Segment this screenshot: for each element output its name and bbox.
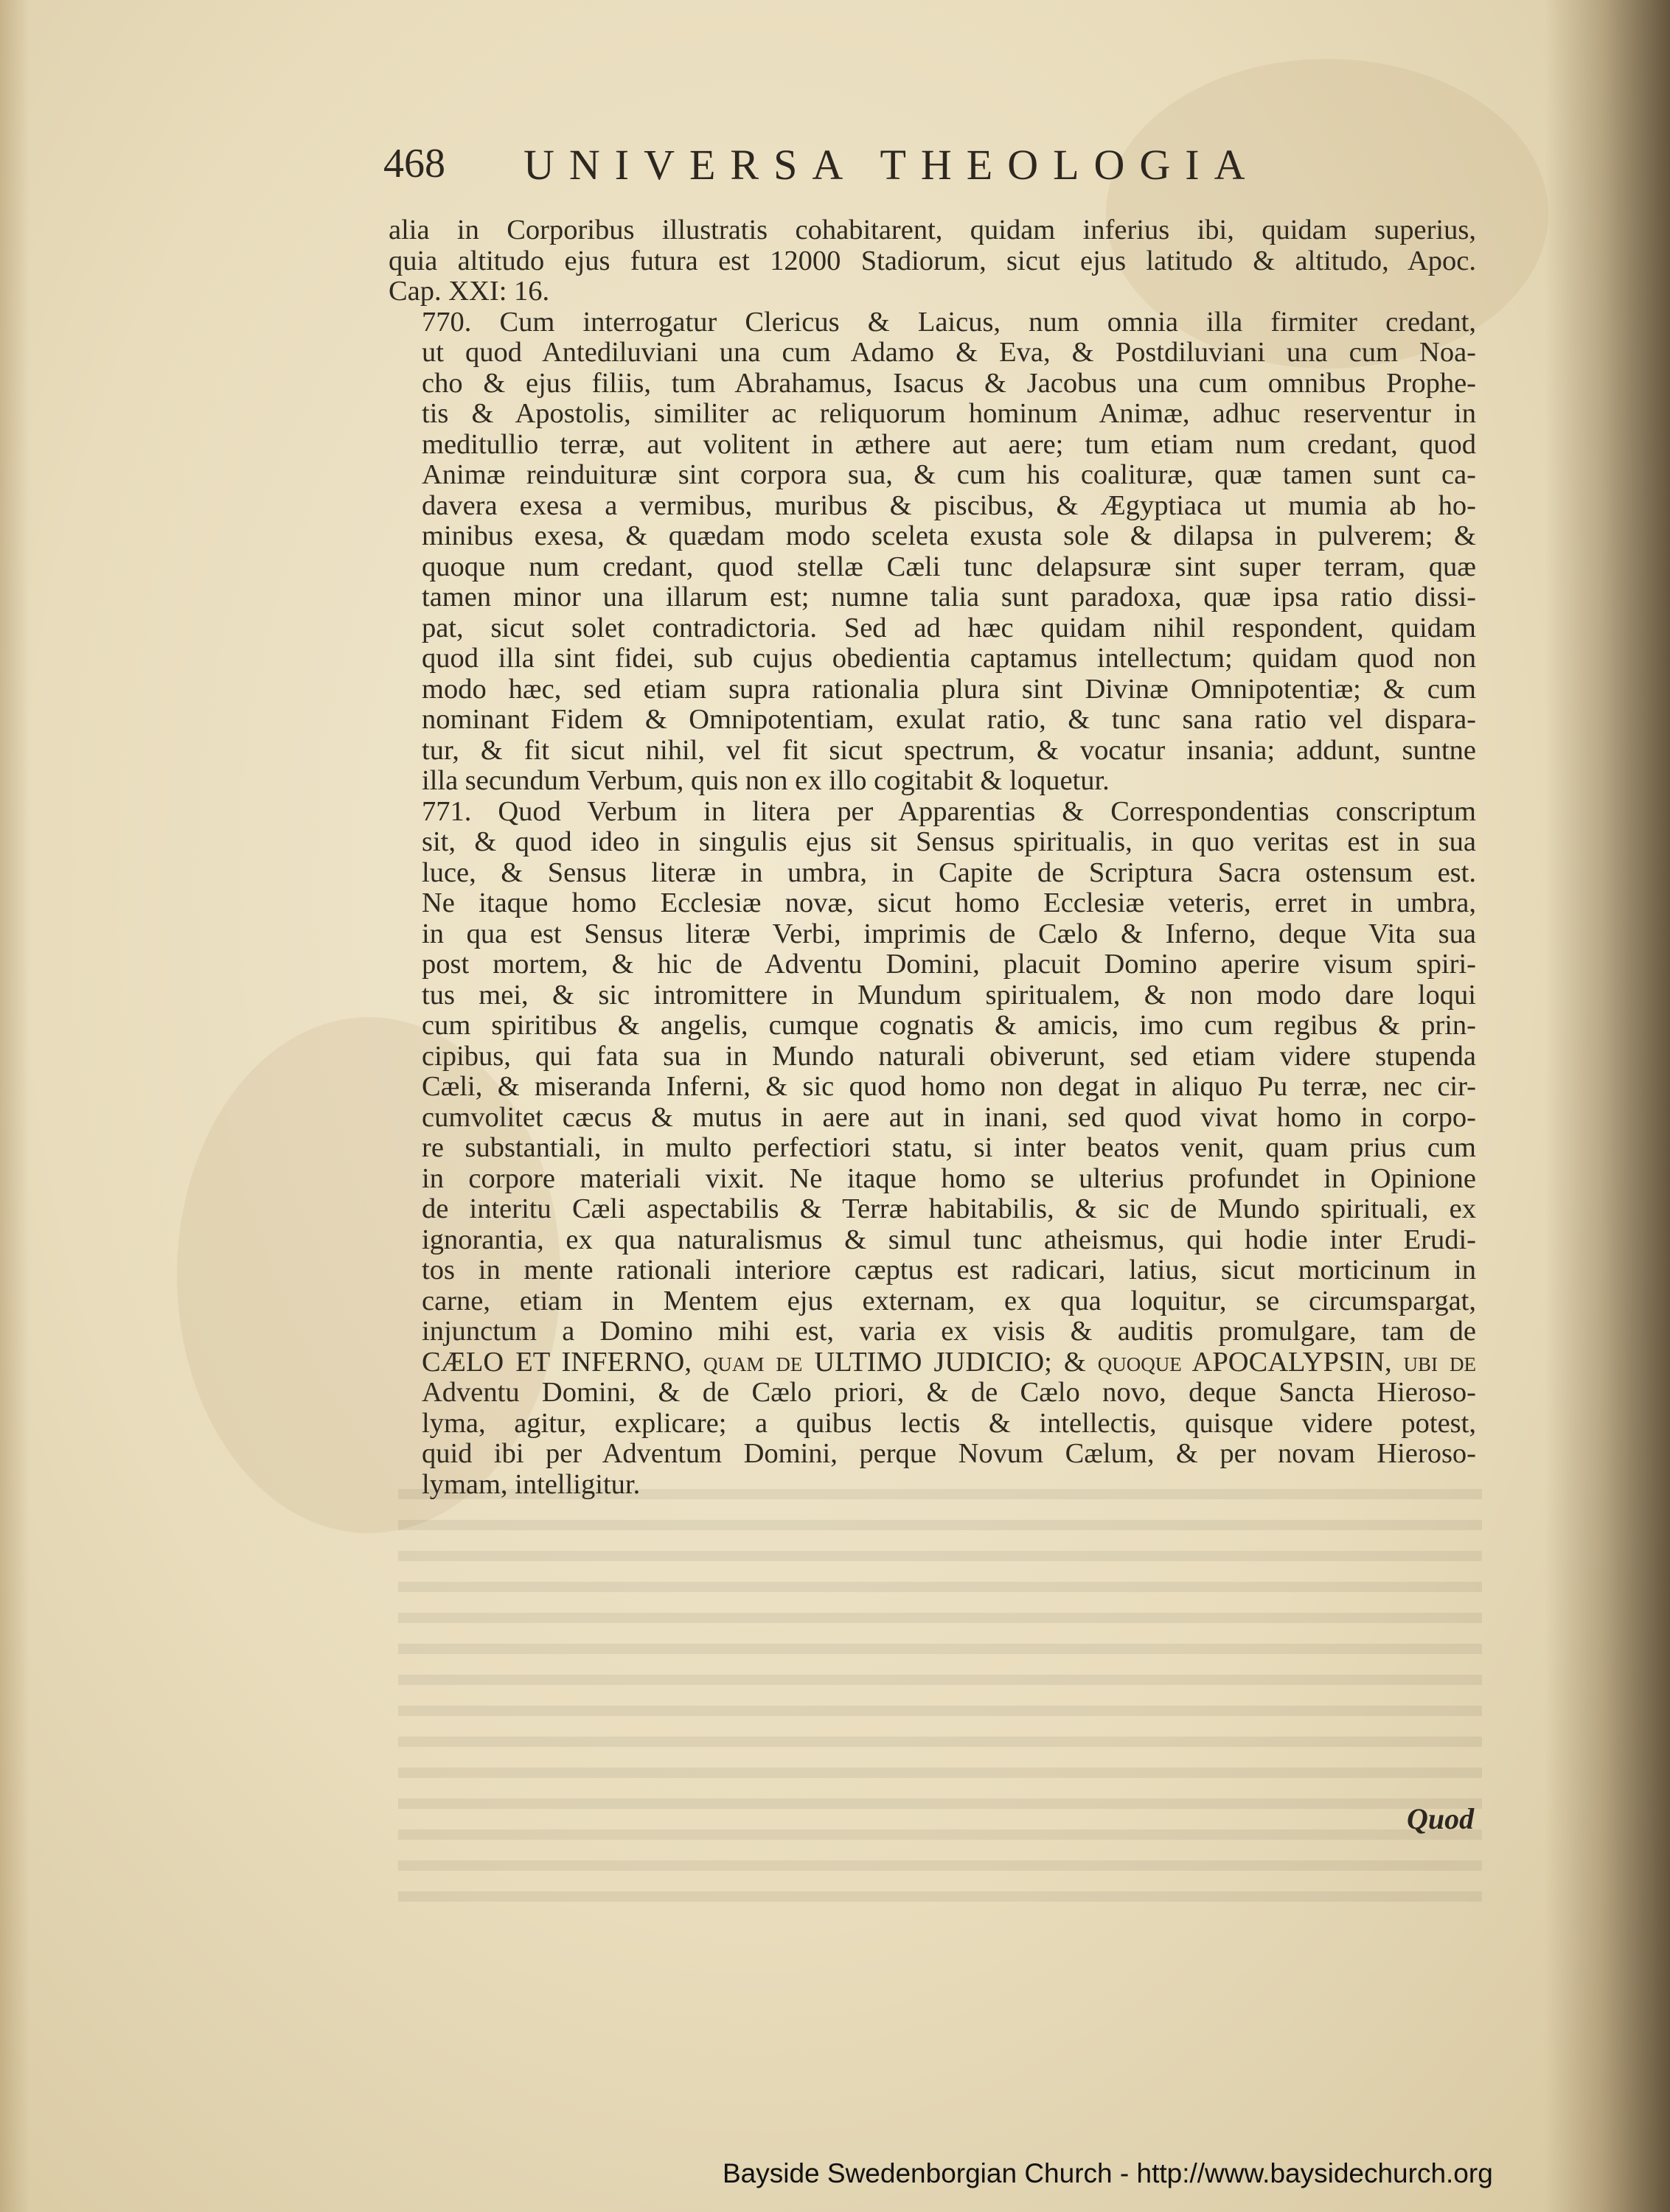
text-line: carne, etiam in Mentem ejus externam, ex qua loquitur, se circumspargat,	[422, 1285, 1476, 1316]
text-line: alia in Corporibus illustratis cohabitarent, quidam inferius ibi, quidam superius,	[389, 214, 1476, 245]
paragraph-continuation	[389, 215, 1476, 307]
text-line: quid ibi per Adventum Domini, perque Novum Cælum, & per novam Hieroso-	[422, 1438, 1476, 1469]
running-head: UNIVERSA THEOLOGIA	[523, 141, 1260, 189]
text-line: cho & ejus filiis, tum Abrahamus, Isacus & Jacobus una cum omnibus Prophe-	[422, 367, 1476, 399]
text-line: minibus exesa, & quædam modo sceleta exusta sole & dilapsa in pulverem; &	[422, 520, 1476, 551]
text-line: quod illa sint fidei, sub cujus obedientia captamus intellectum; quidam quod non	[422, 643, 1476, 674]
paragraph-771	[389, 797, 1476, 1501]
text-line: de interitu Cæli aspectabilis & Terræ habitabilis, & sic de Mundo spirituali, ex	[422, 1193, 1476, 1224]
text-line: meditullio terræ, aut volitent in æthere aut aere; tum etiam num credant, quod	[422, 428, 1476, 460]
text-line: quia altitudo ejus futura est 12000 Stadiorum, sicut ejus latitudo & altitudo, Apoc.	[389, 245, 1476, 276]
binding-shadow	[1545, 0, 1670, 2212]
text-line: 770. Cum interrogatur Clericus & Laicus, num omnia illa firmiter credant,	[422, 306, 1476, 338]
text-line: CÆLO ET INFERNO, quam de ULTIMO JUDICIO; & quoque APOCALYPSIN, ubi de	[422, 1346, 1476, 1378]
text-line: in qua est Sensus literæ Verbi, imprimis de Cælo & Inferno, deque Vita sua	[422, 918, 1476, 949]
text-line: quoque num credant, quod stellæ Cæli tunc delapsuræ sint super terram, quæ	[422, 551, 1476, 582]
text-line: ut quod Antediluviani una cum Adamo & Eva, & Postdiluviani una cum Noa-	[422, 337, 1476, 368]
text-line: Ne itaque homo Ecclesiæ novæ, sicut homo Ecclesiæ veteris, erret in umbra,	[422, 887, 1476, 918]
page-number: 468	[383, 141, 445, 186]
show-through-texture	[398, 1489, 1482, 1902]
text-line: Cap. XXI: 16.	[389, 276, 550, 307]
text-line: tos in mente rationali interiore cæptus est radicari, latius, sicut morticinum in	[422, 1255, 1476, 1285]
text-line: illa secundum Verbum, quis non ex illo cogitabit & loquetur.	[422, 765, 1110, 796]
text-line: cumvolitet cæcus & mutus in aere aut in inani, sed quod vivat homo in corpo-	[422, 1101, 1476, 1133]
text-line: modo hæc, sed etiam supra rationalia plura sint Divinæ Omnipotentiæ; & cum	[422, 673, 1476, 705]
text-line: tis & Apostolis, similiter ac reliquorum hominum Animæ, adhuc reserventur in	[422, 398, 1476, 429]
text-line: cum spiritibus & angelis, cumque cognatis & amicis, imo cum regibus & prin-	[422, 1010, 1476, 1041]
page-edge-shading	[0, 0, 29, 2212]
text-line: lymam, intelligitur.	[422, 1468, 641, 1500]
text-line: injunctum a Domino mihi est, varia ex visis & auditis promulgare, tam de	[422, 1316, 1476, 1347]
text-line: nominant Fidem & Omnipotentiam, exulat ratio, & tunc sana ratio vel dispara-	[422, 704, 1476, 735]
text-line: luce, & Sensus literæ in umbra, in Capite de Scriptura Sacra ostensum est.	[422, 856, 1476, 888]
catchword: Quod	[1407, 1802, 1475, 1835]
text-line: ignorantia, ex qua naturalismus & simul tunc atheismus, qui hodie inter Erudi-	[422, 1224, 1476, 1255]
page-header	[383, 140, 1371, 199]
text-line: cipibus, qui fata sua in Mundo naturali obiverunt, sed etiam videre stupenda	[422, 1040, 1476, 1072]
text-line: in corpore materiali vixit. Ne itaque homo se ulterius profundet in Opinione	[422, 1162, 1476, 1194]
text-line: sit, & quod ideo in singulis ejus sit Sensus spiritualis, in quo veritas est in sua	[422, 826, 1476, 857]
text-line: lyma, agitur, explicare; a quibus lectis & intellectis, quisque videre potest,	[422, 1407, 1476, 1439]
text-line: Adventu Domini, & de Cælo priori, & de Cælo novo, deque Sancta Hieroso-	[422, 1377, 1476, 1408]
site-watermark: Bayside Swedenborgian Church - http://www.baysidechurch.org	[723, 2158, 1493, 2188]
body-text	[389, 215, 1476, 1500]
text-line: pat, sicut solet contradictoria. Sed ad hæc quidam nihil respondent, quidam	[422, 612, 1476, 643]
paragraph-770	[389, 307, 1476, 797]
text-line: tamen minor una illarum est; numne talia sunt paradoxa, quæ ipsa ratio dissi-	[422, 582, 1476, 613]
text-line: tur, & fit sicut nihil, vel fit sicut spectrum, & vocatur insania; addunt, suntne	[422, 734, 1476, 766]
text-line: 771. Quod Verbum in litera per Apparentias & Correspondentias conscriptum	[422, 795, 1476, 827]
text-line: Cæli, & miseranda Inferni, & sic quod homo non degat in aliquo Pu terræ, nec cir-	[422, 1071, 1476, 1102]
text-line: davera exesa a vermibus, muribus & piscibus, & Ægyptiaca ut mumia ab ho-	[422, 489, 1476, 521]
text-line: Animæ reinduituræ sint corpora sua, & cum his coalituræ, quæ tamen sunt ca-	[422, 459, 1476, 490]
text-line: tus mei, & sic intromittere in Mundum spiritualem, & non modo dare loqui	[422, 979, 1476, 1011]
text-line: post mortem, & hic de Adventu Domini, placuit Domino aperire visum spiri-	[422, 949, 1476, 980]
text-line: re substantiali, in multo perfectiori statu, si inter beatos venit, quam prius cum	[422, 1132, 1476, 1163]
